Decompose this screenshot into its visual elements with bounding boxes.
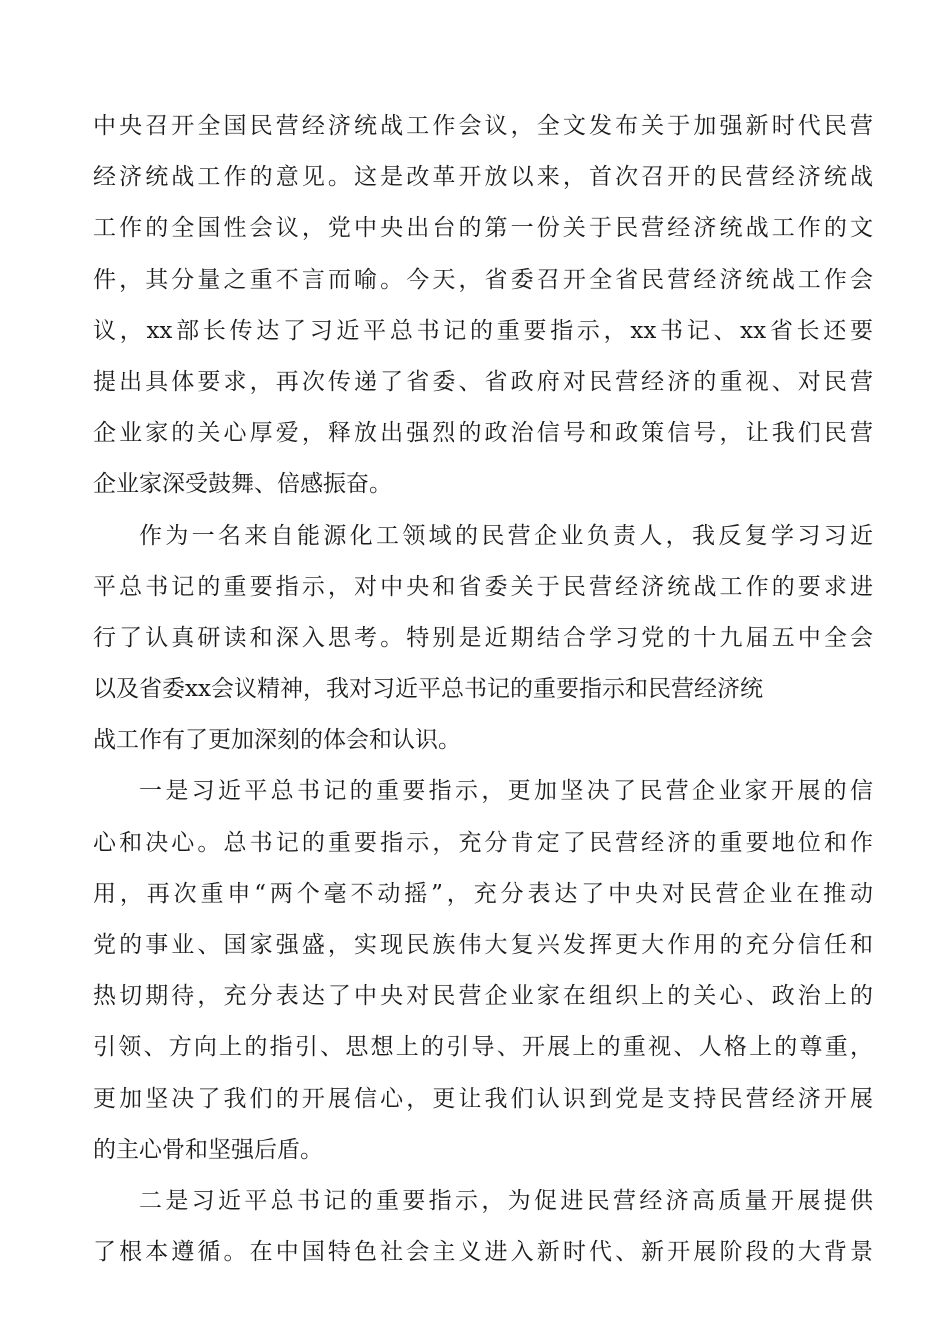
text-line: 二是习近平总书记的重要指示，为促进民营经济高质量开展提供 xyxy=(139,1187,873,1214)
text-line: 经济统战工作的意见。这是改革开放以来，首次召开的民营经济统战 xyxy=(93,164,873,191)
text-line: 心和决心。总书记的重要指示，充分肯定了民营经济的重要地位和作 xyxy=(93,829,873,856)
text-line: 一是习近平总书记的重要指示，更加坚决了民营企业家开展的信 xyxy=(139,778,873,805)
text-line: 党的事业、国家强盛，实现民族伟大复兴发挥更大作用的充分信任和 xyxy=(93,932,873,958)
text-line: 行了认真研读和深入思考。特别是近期结合学习党的十九届五中全会 xyxy=(93,624,873,651)
text-line: 热切期待，充分表达了中央对民营企业家在组织上的关心、政治上的 xyxy=(93,983,873,1010)
text-line: 用，再次重申“两个毫不动摇”，充分表达了中央对民营企业在推动 xyxy=(93,880,873,907)
text-line: 作为一名来自能源化工领域的民营企业负责人，我反复学习习近 xyxy=(139,522,873,549)
paragraph-2 xyxy=(93,511,873,767)
text-line: 提出具体要求，再次传递了省委、省政府对民营经济的重视、对民营 xyxy=(93,368,873,395)
text-line: 以及省委xx会议精神，我对习近平总书记的重要指示和民营经济统 xyxy=(93,676,763,703)
paragraph-1 xyxy=(93,101,873,511)
text-line: 企业家深受鼓舞、倍感振奋。 xyxy=(93,471,392,498)
text-line: 战工作有了更加深刻的体会和认识。 xyxy=(93,727,461,754)
text-line: 的主心骨和坚强后盾。 xyxy=(93,1136,323,1163)
text-line: 件，其分量之重不言而喻。今天，省委召开全省民营经济统战工作会 xyxy=(93,266,873,293)
paragraph-4 xyxy=(93,1176,873,1278)
text-line: 引领、方向上的指引、思想上的引导、开展上的重视、人格上的尊重， xyxy=(93,1034,873,1061)
text-line: 了根本遵循。在中国特色社会主义进入新时代、新开展阶段的大背景 xyxy=(93,1239,873,1266)
document-body xyxy=(93,101,873,1278)
paragraph-3 xyxy=(93,766,873,1176)
text-line: 更加坚决了我们的开展信心，更让我们认识到党是支持民营经济开展 xyxy=(93,1085,873,1112)
text-line: 企业家的关心厚爱，释放出强烈的政治信号和政策信号，让我们民营 xyxy=(93,420,873,447)
text-line: 工作的全国性会议，党中央出台的第一份关于民营经济统战工作的文 xyxy=(93,215,873,242)
text-line: 平总书记的重要指示，对中央和省委关于民营经济统战工作的要求进 xyxy=(93,573,873,600)
text-line: 中央召开全国民营经济统战工作会议，全文发布关于加强新时代民营 xyxy=(93,113,873,139)
text-line: 议，xx部长传达了习近平总书记的重要指示，xx书记、xx省长还要 xyxy=(93,317,873,344)
